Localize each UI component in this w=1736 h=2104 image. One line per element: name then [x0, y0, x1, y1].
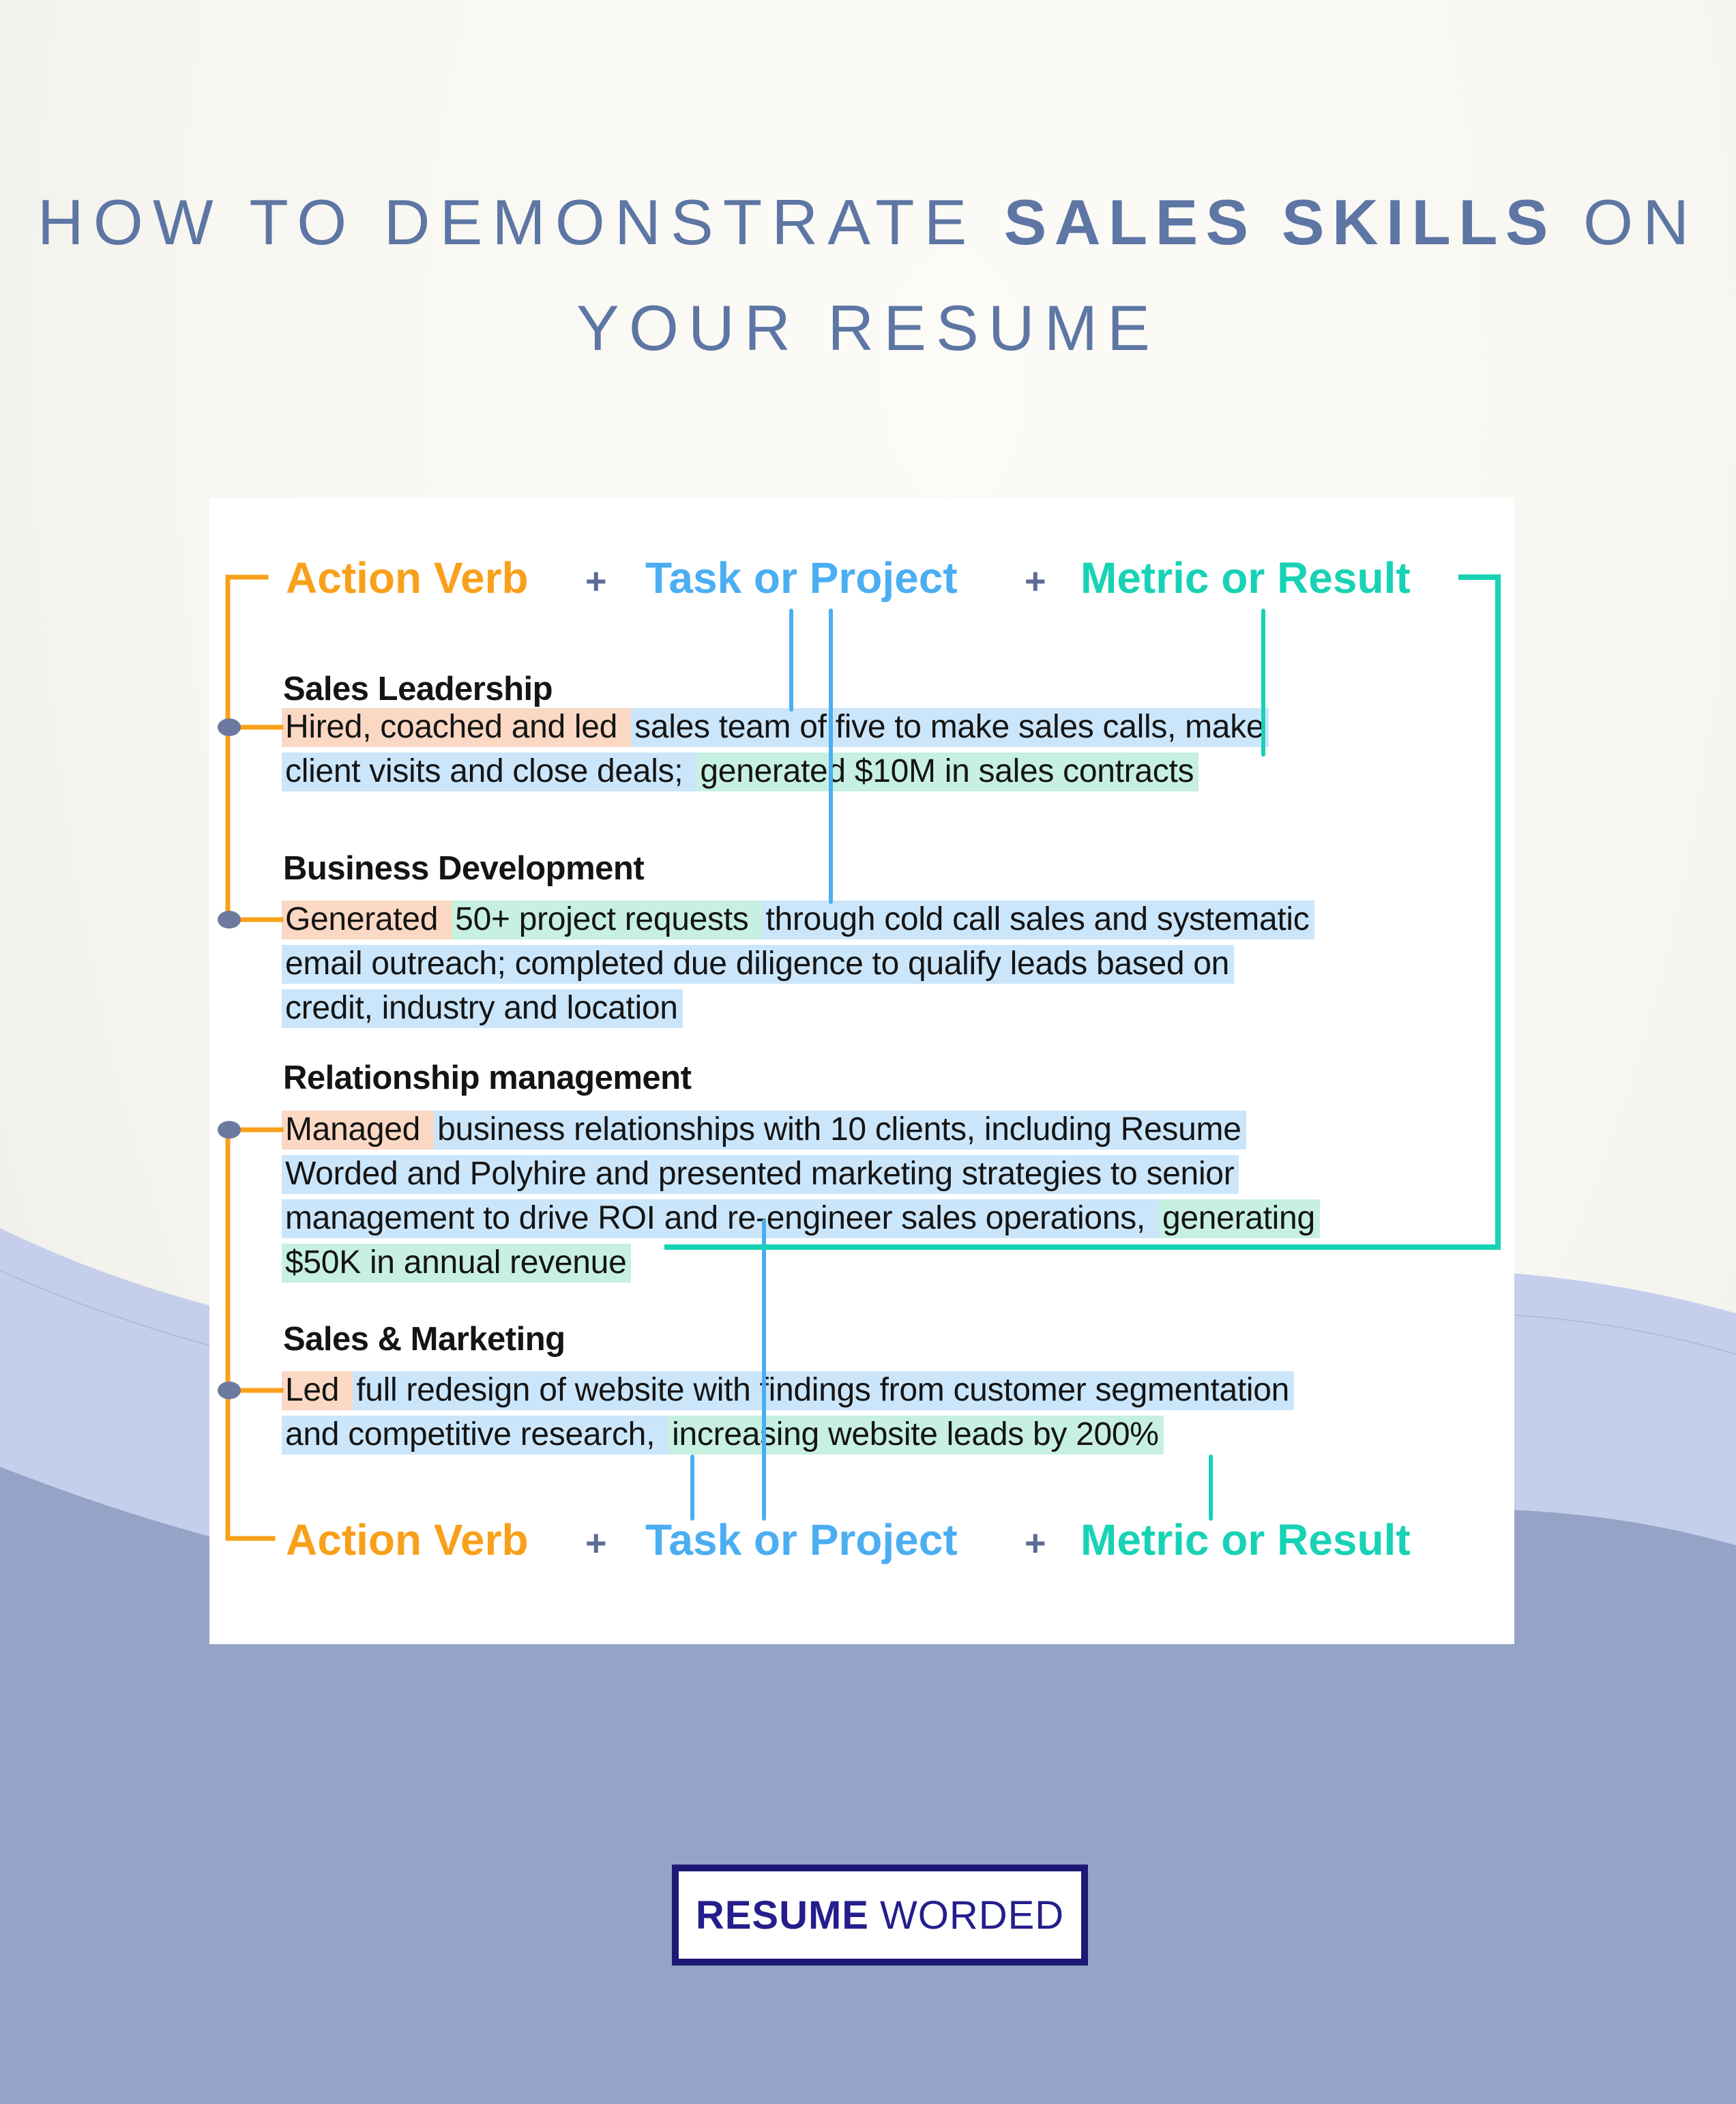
logo-text-bold: RESUME: [695, 1893, 869, 1938]
highlight-blue: full redesign of website with findings from customer segmentation: [353, 1371, 1294, 1410]
section-heading-sales-leadership: Sales Leadership: [283, 671, 553, 707]
highlight-peach: Generated: [282, 901, 452, 939]
highlight-peach: Managed: [282, 1111, 434, 1150]
highlight-blue: management to drive ROI and re-engineer sales operations,: [282, 1199, 1159, 1238]
bullet-line: [282, 1199, 1320, 1238]
resume-worded-logo: [672, 1865, 1088, 1966]
bullet-line: [282, 1416, 1164, 1454]
formula-top-task-or-project: Task or Project: [645, 553, 958, 602]
formula-top-plus-2: +: [1025, 561, 1046, 602]
formula-top-metric-or-result: Metric or Result: [1080, 553, 1411, 602]
page-title-bold: SALES SKILLS: [1003, 186, 1556, 258]
formula-bottom-action-verb: Action Verb: [286, 1515, 529, 1564]
highlight-blue: through cold call sales and systematic: [762, 901, 1314, 939]
highlight-blue: email outreach; completed due diligence to qualify leads based on: [282, 945, 1234, 984]
highlight-mint: 50+ project requests: [452, 901, 762, 939]
bullet-line: [282, 945, 1234, 983]
highlight-blue: client visits and close deals;: [282, 753, 696, 791]
highlight-blue: and competitive research,: [282, 1416, 668, 1455]
page-title-line2: YOUR RESUME: [576, 292, 1160, 364]
page-title-line1: HOW TO DEMONSTRATE SALES SKILLS ON: [37, 186, 1699, 258]
highlight-mint: generated $10M in sales contracts: [696, 753, 1198, 791]
highlight-peach: Hired, coached and led: [282, 708, 631, 747]
logo-text-regular: WORDED: [879, 1893, 1065, 1938]
bullet-line: [282, 1155, 1239, 1193]
highlight-mint: increasing website leads by 200%: [668, 1416, 1164, 1455]
section-heading-relationship-management: Relationship management: [283, 1060, 692, 1096]
section-heading-business-development: Business Development: [283, 850, 645, 887]
bullet-line: [282, 708, 1269, 746]
formula-bottom-plus-1: +: [585, 1523, 607, 1564]
formula-top-action-verb: Action Verb: [286, 553, 529, 602]
highlight-peach: Led: [282, 1371, 353, 1410]
highlight-blue: business relationships with 10 clients, including Resume: [434, 1111, 1246, 1150]
highlight-blue: sales team of five to make sales calls, make: [631, 708, 1269, 747]
page-title: [0, 169, 1736, 381]
highlight-mint: generating: [1159, 1199, 1320, 1238]
bullet-line: [282, 989, 683, 1027]
formula-top-plus-1: +: [585, 561, 607, 602]
bullet-line: [282, 1371, 1294, 1409]
bullet-line: [282, 1111, 1246, 1149]
highlight-mint: $50K in annual revenue: [282, 1244, 631, 1283]
highlight-blue: Worded and Polyhire and presented marketing strategies to senior: [282, 1155, 1239, 1194]
bullet-line: [282, 901, 1314, 939]
formula-bottom-metric-or-result: Metric or Result: [1080, 1515, 1411, 1564]
section-heading-sales-marketing: Sales & Marketing: [283, 1321, 565, 1358]
bullet-line: [282, 753, 1198, 791]
highlight-blue: credit, industry and location: [282, 989, 683, 1028]
formula-bottom-task-or-project: Task or Project: [645, 1515, 958, 1564]
bullet-line: [282, 1244, 631, 1282]
formula-bottom-plus-2: +: [1025, 1523, 1046, 1564]
